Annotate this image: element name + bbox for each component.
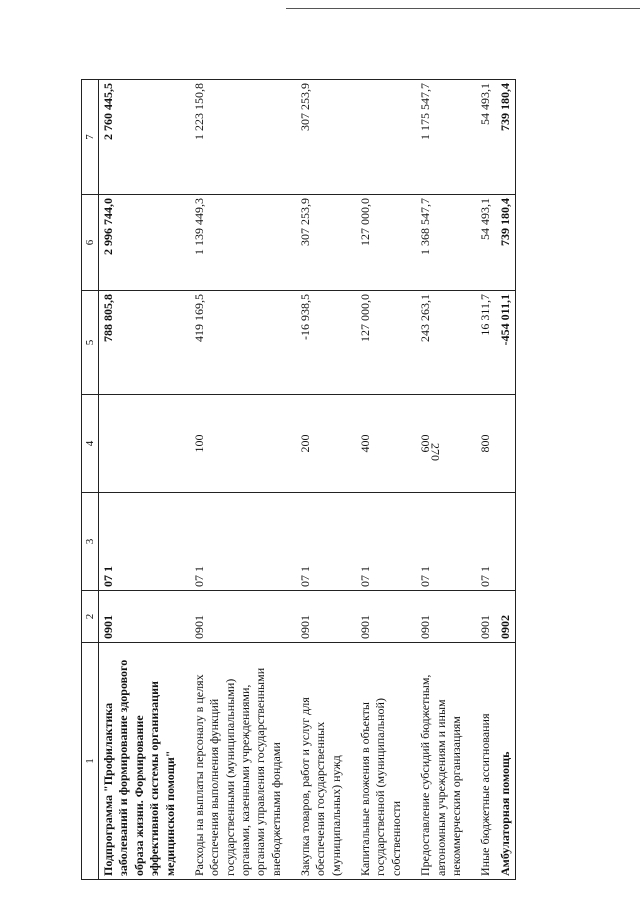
row-program-code: 07 1 (99, 493, 190, 591)
row-description: Закупка товаров, работ и услуг для обеспечения государственных (муниципальных) нужд (296, 643, 356, 880)
row-amount-6: 127 000,0 (356, 195, 416, 291)
row-amount-6: 1 139 449,3 (190, 195, 296, 291)
row-description: Расходы на выплаты персоналу в целях обеспечения выполнения функций государственными (муниципальными) органами, казенными учреждениями, органами управления государственными внебюджетными фондами (190, 643, 296, 880)
row-section-code: 0901 (476, 591, 495, 643)
row-amount-5: -454 011,1 (496, 291, 516, 395)
row-program-code: 07 1 (416, 493, 476, 591)
table-row (476, 80, 495, 880)
row-section-code: 0902 (496, 591, 516, 643)
row-expense-type: 400 (356, 395, 416, 493)
row-expense-type (99, 395, 190, 493)
row-amount-7: 2 760 445,5 (99, 80, 190, 195)
row-amount-7: 54 493,1 (476, 80, 495, 195)
header-col-1: 1 (82, 643, 99, 880)
row-section-code: 0901 (296, 591, 356, 643)
header-col-2: 2 (82, 591, 99, 643)
row-expense-type: 600 (416, 395, 476, 493)
row-amount-5: -16 938,5 (296, 291, 356, 395)
table-row (296, 80, 356, 880)
row-amount-7: 1 223 150,8 (190, 80, 296, 195)
row-program-code: 07 1 (476, 493, 495, 591)
row-amount-6: 54 493,1 (476, 195, 495, 291)
row-description: Подпрограмма "Профилактика заболеваний и формирование здорового образа жизни. Формирование эффективной системы организации медицинской помощи" (99, 643, 190, 880)
row-expense-type: 800 (476, 395, 495, 493)
row-program-code: 07 1 (190, 493, 296, 591)
table-row (190, 80, 296, 880)
header-col-6: 6 (82, 195, 99, 291)
row-amount-5: 788 805,8 (99, 291, 190, 395)
row-amount-7 (356, 80, 416, 195)
row-description: Капитальные вложения в объекты государственной (муниципальной) собственности (356, 643, 416, 880)
table-row (99, 80, 190, 880)
row-amount-5: 419 169,5 (190, 291, 296, 395)
row-expense-type: 200 (296, 395, 356, 493)
row-expense-type (496, 395, 516, 493)
row-section-code: 0901 (416, 591, 476, 643)
budget-table-wrapper (81, 80, 512, 880)
table-row (416, 80, 476, 880)
row-amount-7: 739 180,4 (496, 80, 516, 195)
header-col-5: 5 (82, 291, 99, 395)
row-amount-6: 739 180,4 (496, 195, 516, 291)
table-header-row (82, 80, 99, 880)
row-amount-5: 16 311,7 (476, 291, 495, 395)
header-col-4: 4 (82, 395, 99, 493)
row-program-code: 07 1 (356, 493, 416, 591)
header-col-3: 3 (82, 493, 99, 591)
row-expense-type: 100 (190, 395, 296, 493)
table-row (356, 80, 416, 880)
row-amount-7: 307 253,9 (296, 80, 356, 195)
row-amount-6: 307 253,9 (296, 195, 356, 291)
budget-table (81, 79, 516, 880)
row-amount-6: 1 368 547,7 (416, 195, 476, 291)
header-rule (286, 8, 640, 9)
row-amount-5: 243 263,1 (416, 291, 476, 395)
row-section-code: 0901 (190, 591, 296, 643)
row-amount-7: 1 175 547,7 (416, 80, 476, 195)
row-program-code (496, 493, 516, 591)
row-section-code: 0901 (99, 591, 190, 643)
row-program-code: 07 1 (296, 493, 356, 591)
row-amount-6: 2 996 744,0 (99, 195, 190, 291)
row-description: Предоставление субсидий бюджетным, автономным учреждениям и иным некоммерческим организациям (416, 643, 476, 880)
row-amount-5: 127 000,0 (356, 291, 416, 395)
row-description: Амбулаторная помощь (496, 643, 516, 880)
row-description: Иные бюджетные ассигнования (476, 643, 495, 880)
page-number: 270 (428, 443, 443, 461)
row-section-code: 0901 (356, 591, 416, 643)
header-col-7: 7 (82, 80, 99, 195)
table-row (496, 80, 516, 880)
